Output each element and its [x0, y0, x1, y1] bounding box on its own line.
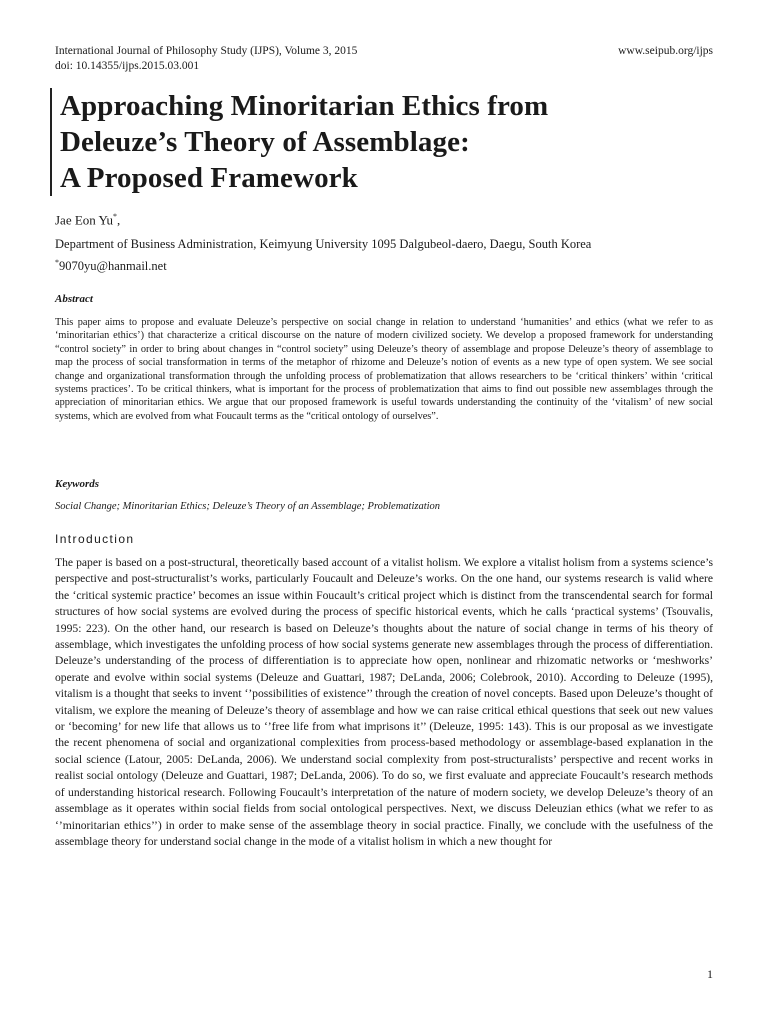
introduction-text: The paper is based on a post-structural, theoretically based account of a vitalist holism. We explore a vitalist holism from a systems science’s perspective and post-structuralist’s works, particularly Foucault and Deleuze’s works. On the one hand, our systems research is valid where the ‘critical systemic practice’ becomes an issue within Foucault’s critical project which is distinct from the transcendental search for formal structures of how social systems are evolved during the process of specific historical events, which he calls ‘practical systems’ (Tsouvalis, 1995: 223). On the other hand, our research is based on Deleuze’s thoughts about the nature of social change in terms of his theory of assemblage, which investigates the unfolding process of how social systems generate new assemblages through the process of differentiation. Deleuze’s understanding of the process of differentiation is to appreciate how open, nonlinear and rhizomatic networks or ‘meshworks’ operate and evolve within social systems (Deleuze and Guattari, 1987; DeLanda, 2006; Colebrook, 2010). According to Deleuze (1995), vitalism is a thought that seeks to invent ‘’possibilities of existence’’ through the creation of novel concepts. Based upon Deleuze’s thought of vitalism, we explore the meaning of Deleuze’s theory of assemblage and how we can raise critical ethical questions that seek out new values or ‘becoming’ for new life that allows us to ‘’free life from what imprisons it’’ (Deleuze, 1995: 143). This is our proposal as we investigate the recent phenomena of social and organizational complexities from process-based methodology or assemblage-based explanation in the social science (Latour, 2005: DeLanda, 2006). We understand social complexity from post-structuralists’ perspective and recent works in realist social ontology (Deleuze and Guattari, 1987; DeLanda, 2006). To do so, we first evaluate and appreciate Foucault’s research methods of understanding historical research. Following Foucault’s interpretation of the nature of modern society, we develop Deleuze’s theory of an assemblage as it operates within social fields from social ontological perspectives. Next, we discuss Deleuzian ethics (what we refer to as ‘’minoritarian ethics’’) in order to make sense of the assemblage theory in social practice. Finally, we conclude with the usefulness of the assemblage theory for understand social change in the mode of a vitalist holism in which a new thought for [55, 556, 713, 848]
author-affiliation: Department of Business Administration, Keimyung University 1095 Dalgubeol-daero, Daegu, South Korea [55, 237, 592, 251]
introduction-heading: Introduction [55, 532, 135, 546]
header-left [55, 44, 357, 74]
abstract-heading: Abstract [55, 293, 93, 305]
page-number: 1 [707, 967, 713, 981]
author-email[interactable]: 9070yu@hanmail.net [59, 259, 167, 274]
keywords-text: Social Change; Minoritarian Ethics; Deleuze’s Theory of an Assemblage; Problematization [55, 501, 441, 512]
paper-page [55, 0, 713, 1024]
paper-title-line-2: Deleuze’s Theory of Assemblage: [60, 126, 470, 158]
author-line [55, 212, 120, 228]
keywords-heading: Keywords [55, 478, 99, 490]
author-mark: * [113, 212, 118, 221]
title-block [50, 88, 720, 196]
author-name: Jae Eon Yu [55, 212, 114, 228]
author-suffix: , [117, 212, 121, 228]
doi: doi: 10.14355/ijps.2015.03.001 [55, 60, 200, 72]
paper-title-line-1: Approaching Minoritarian Ethics from [60, 90, 549, 122]
journal-url[interactable]: www.seipub.org/ijps [618, 45, 713, 57]
running-header [55, 44, 713, 74]
abstract-text: This paper aims to propose and evaluate Deleuze’s perspective on social change in relation to understand ‘humanities’ and ethics (what we refer to as ‘minoritarian ethics’) that characterize a critical discourse on the nature of modern civilized society. We develop a proposed framework for understanding “control society” in order to bring about changes in “control society” using Deleuze’s theory of assemblage and propose Deleuze’s theory of assemblage to map the process of social transformation in terms of the metaphor of rhizome and Deleuze’s notion of events as a new type of open system. We see social change and organizational transformation through the unfolding process of problematization that allows researchers to be ‘critical thinkers’ within ‘critical systems practices’. To be critical thinkers, what is important for the process of problematization that aims to find out possible new assemblages through the appreciation of minoritarian ethics. We argue that our proposed framework is useful towards understanding the continuity of the ‘vitalism’ of new social systems, which are evolved from what Foucault terms as the “critical ontology of ourselves”. [55, 317, 713, 422]
email-mark: * [55, 258, 59, 267]
paper-title-line-3: A Proposed Framework [60, 162, 358, 194]
author-email-line [55, 258, 167, 274]
journal-citation: International Journal of Philosophy Study (IJPS), Volume 3, 2015 [55, 45, 358, 57]
